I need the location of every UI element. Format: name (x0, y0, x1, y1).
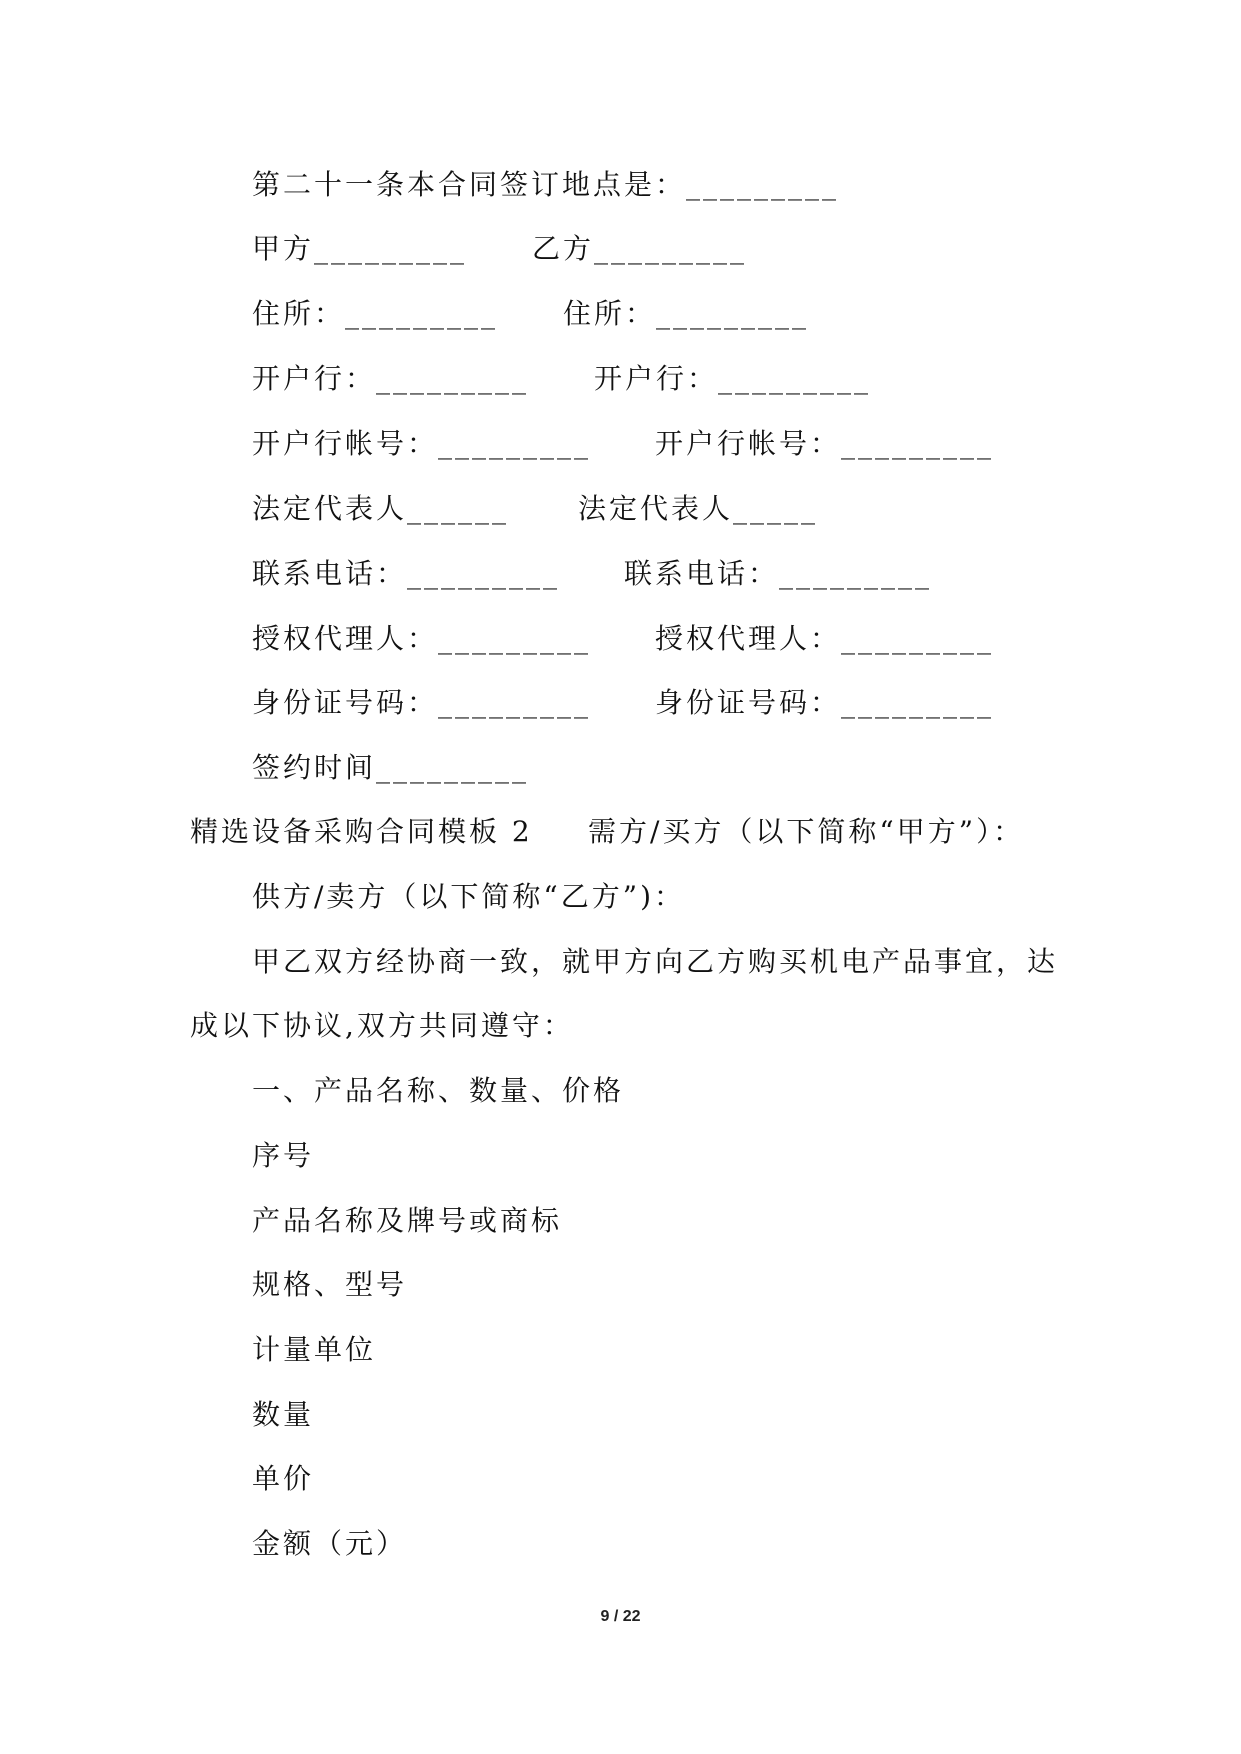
clause-21-signing-place: 第二十一条本合同签订地点是：_________ (252, 168, 840, 201)
party-b-agent: 授权代理人：_________ (655, 622, 995, 655)
column-specification: 规格、型号 (252, 1268, 408, 1301)
party-a-phone: 联系电话：_________ (252, 557, 561, 590)
column-serial-number: 序号 (252, 1139, 315, 1172)
column-unit: 计量单位 (252, 1333, 377, 1366)
buyer-party-line: 需方/买方（以下简称“甲方”）： (588, 815, 1025, 848)
page-number: 9 / 22 (600, 1608, 641, 1625)
party-b-id-number: 身份证号码：_________ (655, 686, 995, 719)
party-a-legal-rep: 法定代表人______ (252, 492, 510, 525)
agreement-intro-line-2: 成以下协议,双方共同遵守： (190, 1009, 574, 1042)
party-a-address: 住所：_________ (252, 297, 499, 330)
column-quantity: 数量 (252, 1398, 315, 1431)
template-2-heading: 精选设备采购合同模板 2 (190, 815, 533, 848)
column-amount: 金额（元） (252, 1527, 408, 1560)
signing-time: 签约时间_________ (252, 751, 530, 784)
party-b-legal-rep: 法定代表人_____ (578, 492, 819, 525)
party-b-phone: 联系电话：_________ (624, 557, 933, 590)
party-b-bank-account: 开户行帐号：_________ (655, 427, 995, 460)
party-a-bank-account: 开户行帐号：_________ (252, 427, 592, 460)
seller-party-line: 供方/卖方（以下简称“乙方”)： (252, 880, 685, 913)
agreement-intro-line-1: 甲乙双方经协商一致，就甲方向乙方购买机电产品事宜，达 (252, 945, 1059, 978)
section-1-heading: 一、产品名称、数量、价格 (252, 1074, 625, 1107)
party-a-agent: 授权代理人：_________ (252, 622, 592, 655)
party-a-bank: 开户行：_________ (252, 362, 530, 395)
party-b-bank: 开户行：_________ (594, 362, 872, 395)
party-a-id-number: 身份证号码：_________ (252, 686, 592, 719)
column-unit-price: 单价 (252, 1462, 315, 1495)
party-b-label: 乙方_________ (532, 232, 748, 265)
column-product-name: 产品名称及牌号或商标 (252, 1204, 563, 1237)
party-a-label: 甲方_________ (252, 232, 468, 265)
party-b-address: 住所：_________ (563, 297, 810, 330)
